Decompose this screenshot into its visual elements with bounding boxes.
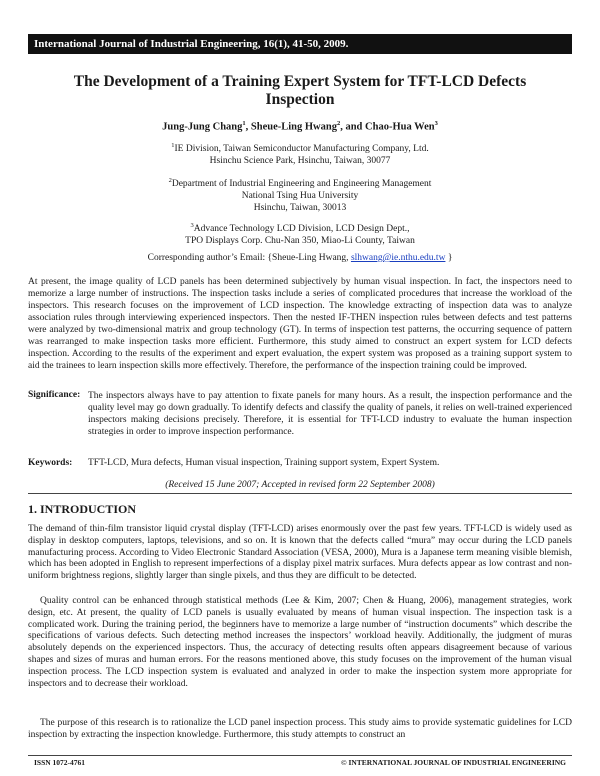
footer-copyright: © INTERNATIONAL JOURNAL OF INDUSTRIAL ENGINEERING — [340, 758, 566, 767]
affiliation-line: TPO Displays Corp. Chu-Nan 350, Miao-Li County, Taiwan — [185, 236, 415, 247]
body-paragraph: The demand of thin-film transistor liquid crystal display (TFT-LCD) arises enormously over the past few years. TFT-LCD is widely used as display in desktop computers, laptops, televisions, and so on. It is known that the defects called “mura” may occur during the LCD panels manufacturing process. According to Video Electronic Standard Association (VESA, 2000), Mura is a Japanese term meaning visible blemish, which has been adopted in English to represent imperfections of a display pixel matrix surfaces. Mura defects appear as low contrast and non-uniform brightness regions, slightly larger than single pixels, and thus they are difficult to be detected. — [28, 524, 572, 582]
author-superscript: 2 — [336, 120, 341, 127]
affiliation-line: Advance Technology LCD Division, LCD Design Dept., — [193, 224, 410, 235]
affiliation-line: Hsinchu, Taiwan, 30013 — [253, 203, 347, 214]
journal-header-bar: International Journal of Industrial Engineering, 16(1), 41-50, 2009. — [28, 34, 572, 54]
author-separator: , — [245, 121, 251, 133]
affiliation-superscript: 2 — [168, 177, 172, 184]
affiliation-superscript: 3 — [190, 222, 194, 229]
corresponding-prefix: Corresponding author’s Email: {Sheue-Ling Hwang, — [147, 253, 351, 263]
affiliation-2 — [40, 175, 560, 214]
significance-label: Significance: — [28, 390, 81, 400]
affiliation-line: IE Division, Taiwan Semiconductor Manufacturing Company, Ltd. — [174, 144, 429, 155]
footer-divider — [28, 755, 572, 756]
corresponding-author — [40, 253, 560, 263]
footer-issn: ISSN 1072-4761 — [34, 758, 86, 767]
affiliation-3 — [40, 220, 560, 247]
author-name: Sheue-Ling Hwang — [250, 121, 337, 133]
keywords-text: TFT-LCD, Mura defects, Human visual inspection, Training support system, Expert System. — [88, 458, 440, 468]
significance-text: The inspectors always have to pay attention to fixate panels for many hours. As a result, the inspection performance and the quality level may go down gradually. To identify defects and classify the quality of panels, it relies on well-trained experienced inspectors making decisions precisely. Therefore, it is essential for TFT-LCD industry to evaluate the human inspection strategies in order to improve inspection performance. — [88, 391, 572, 437]
abstract: At present, the image quality of LCD panels has been determined subjectively by human visual inspection. In fact, the inspectors need to memorize a large number of instructions. The inspection tasks include a series of complicated procedures that increase the workload of the inspectors. This research focuses on the improvement of LCD inspection. The knowledge extracting of inspection data was to analyze association rules through interviewing experienced inspectors. Then the nested IF-THEN inspection rules between defects and test patterns were analyzed by two-dimensional matrix and group technology (GT). In terms of inspection test patterns, the occurring sequence of pattern was rearranged to make inspection tasks more efficient. Furthermore, this study aimed to construct an expert system for LCD defects inspection. According to the results of the experiment and expert evaluation, the expert system was proposed as a training support system to aid the trainees to learn inspection skills more effectively. Therefore, the performance of the inspection training could be improved. — [28, 277, 572, 371]
affiliation-superscript: 1 — [171, 142, 175, 149]
author-superscript: 3 — [434, 120, 438, 127]
affiliation-1 — [40, 140, 560, 167]
author-name: Jung-Jung Chang — [162, 121, 243, 133]
keywords-label: Keywords: — [28, 458, 73, 468]
section-heading: 1. INTRODUCTION — [28, 502, 137, 516]
section-divider — [28, 493, 572, 494]
corresponding-suffix: } — [445, 253, 453, 263]
author-line — [40, 120, 560, 133]
affiliation-line: Department of Industrial Engineering and Engineering Management — [171, 179, 432, 190]
paper-title: The Development of a Training Expert System for TFT-LCD Defects Inspection — [73, 73, 527, 108]
author-name: Chao-Hua Wen — [365, 121, 435, 133]
body-paragraph: The purpose of this research is to rationalize the LCD panel inspection process. This study aims to provide systematic guidelines for LCD inspection by extracting the inspection knowledge. Furthermore, this study attempts to construct an — [28, 718, 572, 740]
body-paragraph: Quality control can be enhanced through statistical methods (Lee & Kim, 2007; Chen & Huang, 2006), management strategies, work design, etc. At present, the quality of LCD panels is usually evaluated by means of human visual inspection. The inspection task is a complicated work. During the training period, the beginners have to memorize a large number of “instruction documents” which describe the specifications of various defects. Such detecting method increases the inspectors’ workload heavily. Additionally, the judgment of muras absolutely depends on the experienced inspectors. Thus, the accuracy of detecting results often appears disagreement because of various shapes and sizes of muras and human errors. For the reasons mentioned above, this study focuses on the improvement of the human visual inspection process. The LCD inspection system is evaluated and analyzed in order to make the inspection system more appropriate for inspectors and to decrease their workload. — [28, 596, 572, 689]
email-link[interactable]: slhwang@ie.nthu.edu.tw — [350, 253, 446, 263]
affiliation-line: National Tsing Hua University — [241, 191, 359, 202]
author-separator: , and — [340, 121, 366, 133]
affiliation-line: Hsinchu Science Park, Hsinchu, Taiwan, 30077 — [209, 156, 391, 167]
received-dates: (Received 15 June 2007; Accepted in revised form 22 September 2008) — [165, 480, 435, 490]
author-superscript: 1 — [242, 120, 246, 127]
